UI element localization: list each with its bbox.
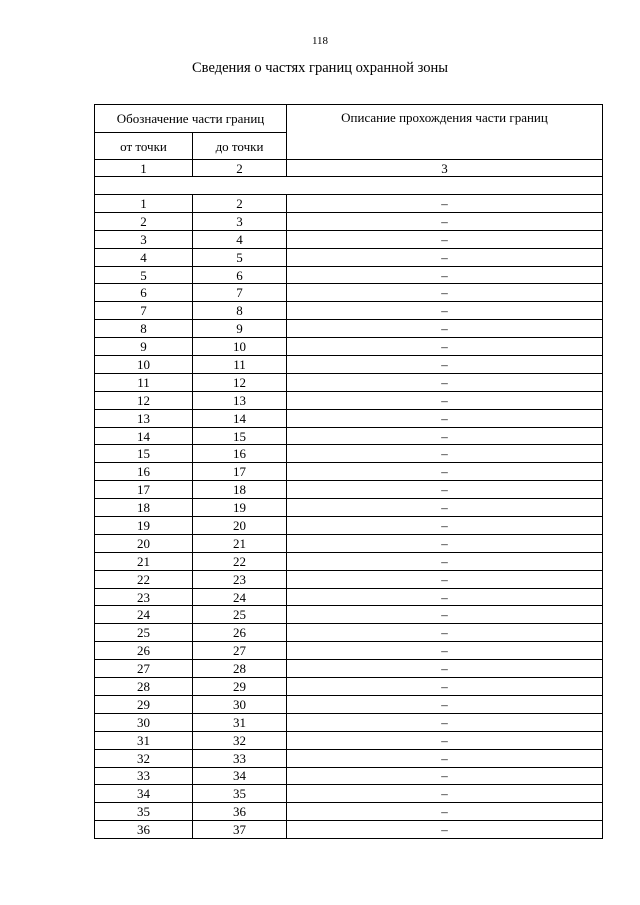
description-cell: – bbox=[287, 212, 603, 230]
to-point-cell: 15 bbox=[193, 427, 287, 445]
table-row bbox=[95, 695, 603, 713]
from-point-cell: 27 bbox=[95, 660, 193, 678]
page-title: Сведения о частях границ охранной зоны bbox=[192, 60, 448, 76]
column-number: 2 bbox=[193, 160, 287, 177]
from-point-cell: 24 bbox=[95, 606, 193, 624]
to-point-cell: 8 bbox=[193, 302, 287, 320]
to-point-cell: 28 bbox=[193, 660, 287, 678]
from-point-cell: 26 bbox=[95, 642, 193, 660]
to-point-cell: 30 bbox=[193, 695, 287, 713]
table-row bbox=[95, 463, 603, 481]
table-row bbox=[95, 373, 603, 391]
to-point-cell: 27 bbox=[193, 642, 287, 660]
table-row bbox=[95, 195, 603, 213]
to-point-cell: 2 bbox=[193, 195, 287, 213]
to-point-cell: 12 bbox=[193, 373, 287, 391]
from-point-cell: 1 bbox=[95, 195, 193, 213]
description-cell: – bbox=[287, 230, 603, 248]
column-number: 1 bbox=[95, 160, 193, 177]
table-row bbox=[95, 803, 603, 821]
description-cell: – bbox=[287, 588, 603, 606]
table-row bbox=[95, 713, 603, 731]
empty-section-cell bbox=[95, 177, 603, 195]
to-point-cell: 5 bbox=[193, 248, 287, 266]
table-row bbox=[95, 642, 603, 660]
table-row bbox=[95, 481, 603, 499]
table-row bbox=[95, 212, 603, 230]
from-point-cell: 17 bbox=[95, 481, 193, 499]
column-number: 3 bbox=[287, 160, 603, 177]
from-point-cell: 22 bbox=[95, 570, 193, 588]
description-cell: – bbox=[287, 552, 603, 570]
description-cell: – bbox=[287, 302, 603, 320]
table-row bbox=[95, 606, 603, 624]
from-point-cell: 35 bbox=[95, 803, 193, 821]
table-row bbox=[95, 266, 603, 284]
table-row bbox=[95, 570, 603, 588]
from-point-cell: 8 bbox=[95, 320, 193, 338]
description-cell: – bbox=[287, 320, 603, 338]
from-point-cell: 11 bbox=[95, 373, 193, 391]
from-point-cell: 28 bbox=[95, 678, 193, 696]
empty-section-row bbox=[95, 177, 603, 195]
from-point-cell: 4 bbox=[95, 248, 193, 266]
description-cell: – bbox=[287, 606, 603, 624]
to-point-cell: 6 bbox=[193, 266, 287, 284]
from-point-cell: 32 bbox=[95, 749, 193, 767]
to-point-cell: 34 bbox=[193, 767, 287, 785]
description-cell: – bbox=[287, 749, 603, 767]
table-row bbox=[95, 338, 603, 356]
to-point-cell: 3 bbox=[193, 212, 287, 230]
description-header: Описание прохождения части границ bbox=[287, 105, 603, 160]
from-point-cell: 6 bbox=[95, 284, 193, 302]
from-point-cell: 19 bbox=[95, 517, 193, 535]
to-point-cell: 10 bbox=[193, 338, 287, 356]
from-point-cell: 29 bbox=[95, 695, 193, 713]
table-row bbox=[95, 356, 603, 374]
description-cell: – bbox=[287, 195, 603, 213]
to-point-cell: 36 bbox=[193, 803, 287, 821]
description-cell: – bbox=[287, 445, 603, 463]
description-cell: – bbox=[287, 785, 603, 803]
to-point-cell: 32 bbox=[193, 731, 287, 749]
description-cell: – bbox=[287, 499, 603, 517]
from-point-cell: 34 bbox=[95, 785, 193, 803]
table-row bbox=[95, 517, 603, 535]
to-point-cell: 9 bbox=[193, 320, 287, 338]
from-point-cell: 18 bbox=[95, 499, 193, 517]
table-header-row bbox=[95, 105, 603, 133]
from-point-cell: 25 bbox=[95, 624, 193, 642]
table-row bbox=[95, 230, 603, 248]
from-point-cell: 14 bbox=[95, 427, 193, 445]
to-point-cell: 24 bbox=[193, 588, 287, 606]
to-point-cell: 33 bbox=[193, 749, 287, 767]
from-point-cell: 16 bbox=[95, 463, 193, 481]
table-row bbox=[95, 678, 603, 696]
to-point-cell: 14 bbox=[193, 409, 287, 427]
to-point-cell: 25 bbox=[193, 606, 287, 624]
table-row bbox=[95, 821, 603, 839]
to-point-cell: 4 bbox=[193, 230, 287, 248]
to-point-cell: 11 bbox=[193, 356, 287, 374]
description-cell: – bbox=[287, 517, 603, 535]
description-cell: – bbox=[287, 427, 603, 445]
from-point-cell: 2 bbox=[95, 212, 193, 230]
description-cell: – bbox=[287, 284, 603, 302]
table-row bbox=[95, 785, 603, 803]
description-cell: – bbox=[287, 534, 603, 552]
description-cell: – bbox=[287, 642, 603, 660]
from-point-cell: 21 bbox=[95, 552, 193, 570]
to-point-cell: 23 bbox=[193, 570, 287, 588]
to-point-cell: 17 bbox=[193, 463, 287, 481]
to-point-cell: 29 bbox=[193, 678, 287, 696]
from-point-cell: 13 bbox=[95, 409, 193, 427]
table-row bbox=[95, 731, 603, 749]
from-point-cell: 33 bbox=[95, 767, 193, 785]
description-cell: – bbox=[287, 356, 603, 374]
description-cell: – bbox=[287, 731, 603, 749]
description-cell: – bbox=[287, 695, 603, 713]
description-cell: – bbox=[287, 248, 603, 266]
to-point-cell: 20 bbox=[193, 517, 287, 535]
to-point-cell: 19 bbox=[193, 499, 287, 517]
from-point-cell: 9 bbox=[95, 338, 193, 356]
description-cell: – bbox=[287, 570, 603, 588]
from-point-cell: 5 bbox=[95, 266, 193, 284]
to-point-cell: 21 bbox=[193, 534, 287, 552]
description-cell: – bbox=[287, 660, 603, 678]
table-row bbox=[95, 284, 603, 302]
table-row bbox=[95, 320, 603, 338]
description-cell: – bbox=[287, 409, 603, 427]
description-cell: – bbox=[287, 713, 603, 731]
from-point-header: от точки bbox=[95, 133, 193, 160]
from-point-cell: 36 bbox=[95, 821, 193, 839]
description-cell: – bbox=[287, 481, 603, 499]
to-point-cell: 22 bbox=[193, 552, 287, 570]
page-number: 118 bbox=[311, 35, 329, 47]
table-row bbox=[95, 499, 603, 517]
table-row bbox=[95, 248, 603, 266]
column-numbers-row bbox=[95, 160, 603, 177]
table-row bbox=[95, 660, 603, 678]
table-row bbox=[95, 552, 603, 570]
table-row bbox=[95, 588, 603, 606]
description-cell: – bbox=[287, 678, 603, 696]
table-row bbox=[95, 445, 603, 463]
table-row bbox=[95, 749, 603, 767]
description-cell: – bbox=[287, 767, 603, 785]
description-cell: – bbox=[287, 624, 603, 642]
designation-header: Обозначение части границ bbox=[95, 105, 287, 133]
from-point-cell: 23 bbox=[95, 588, 193, 606]
description-cell: – bbox=[287, 803, 603, 821]
description-cell: – bbox=[287, 821, 603, 839]
from-point-cell: 10 bbox=[95, 356, 193, 374]
from-point-cell: 3 bbox=[95, 230, 193, 248]
table-row bbox=[95, 409, 603, 427]
table-row bbox=[95, 391, 603, 409]
description-cell: – bbox=[287, 391, 603, 409]
table-row bbox=[95, 624, 603, 642]
from-point-cell: 31 bbox=[95, 731, 193, 749]
to-point-cell: 16 bbox=[193, 445, 287, 463]
to-point-cell: 26 bbox=[193, 624, 287, 642]
description-cell: – bbox=[287, 266, 603, 284]
table-row bbox=[95, 427, 603, 445]
from-point-cell: 20 bbox=[95, 534, 193, 552]
to-point-cell: 37 bbox=[193, 821, 287, 839]
from-point-cell: 12 bbox=[95, 391, 193, 409]
to-point-cell: 35 bbox=[193, 785, 287, 803]
from-point-cell: 15 bbox=[95, 445, 193, 463]
to-point-header: до точки bbox=[193, 133, 287, 160]
table-row bbox=[95, 767, 603, 785]
from-point-cell: 30 bbox=[95, 713, 193, 731]
to-point-cell: 13 bbox=[193, 391, 287, 409]
description-cell: – bbox=[287, 373, 603, 391]
to-point-cell: 7 bbox=[193, 284, 287, 302]
to-point-cell: 18 bbox=[193, 481, 287, 499]
table-row bbox=[95, 534, 603, 552]
description-cell: – bbox=[287, 338, 603, 356]
boundary-parts-table bbox=[94, 104, 603, 839]
table-row bbox=[95, 302, 603, 320]
to-point-cell: 31 bbox=[193, 713, 287, 731]
from-point-cell: 7 bbox=[95, 302, 193, 320]
description-cell: – bbox=[287, 463, 603, 481]
